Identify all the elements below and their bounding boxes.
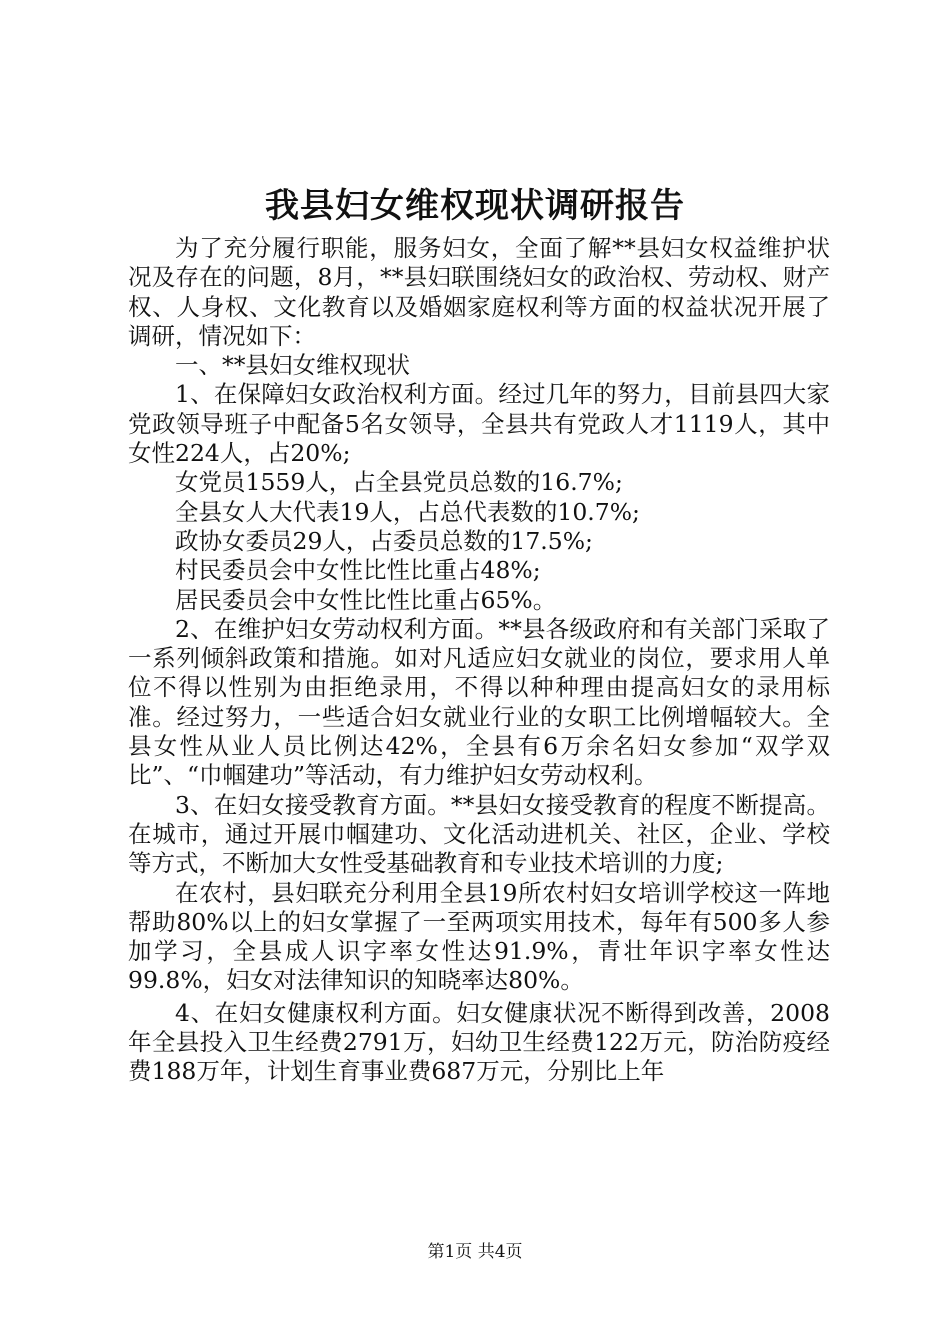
- stat-line-party-members: 女党员1559人，占全县党员总数的16.7%;: [175, 468, 623, 497]
- paragraph-rural-education: 在农村，县妇联充分利用全县19所农村妇女培训学校这一阵地帮助80%以上的妇女掌握了一至两项实用技术，每年有500多人参加学习，全县成人识字率女性达91.9%，青壮年识字率女性达99.8%，妇女对法律知识的知晓率达80%。: [128, 878, 830, 995]
- document-body: [128, 234, 830, 1087]
- stat-line-cppcc-members: 政协女委员29人，占委员总数的17.5%;: [175, 526, 593, 555]
- paragraph-political-rights: 1、在保障妇女政治权利方面。经过几年的努力，目前县四大家党政领导班子中配备5名女领导，全县共有党政人才1119人，其中女性224人，占20%;: [128, 380, 830, 468]
- stat-line-village-committee: 村民委员会中女性比性比重占48%;: [175, 556, 541, 585]
- stat-line-npc-deputies: 全县女人大代表19人，占总代表数的10.7%;: [175, 497, 640, 526]
- document-title: 我县妇女维权现状调研报告: [265, 186, 685, 226]
- paragraph-education: 3、在妇女接受教育方面。**县妇女接受教育的程度不断提高。在城市，通过开展巾帼建功、文化活动进机关、社区，企业、学校等方式，不断加大女性受基础教育和专业技术培训的力度;: [128, 790, 830, 878]
- paragraph-health-rights: 4、在妇女健康权利方面。妇女健康状况不断得到改善，2008年全县投入卫生经费2791万，妇幼卫生经费122万元，防治防疫经费188万年，计划生育事业费687万元，分别比上年: [128, 998, 830, 1086]
- stat-line-resident-committee: 居民委员会中女性比性比重占65%。: [175, 585, 557, 614]
- page-footer: 第1页 共4页: [427, 1242, 523, 1262]
- paragraph-labor-rights: 2、在维护妇女劳动权利方面。**县各级政府和有关部门采取了一系列倾斜政策和措施。如对凡适应妇女就业的岗位，要求用人单位不得以性别为由拒绝录用，不得以种种理由提高妇女的录用标准。经过努力，一些适合妇女就业行业的女职工比例增幅较大。全县女性从业人员比例达42%，全县有6万余名妇女参加“双学双比”、“巾帼建功”等活动，有力维护妇女劳动权利。: [128, 614, 830, 790]
- section-heading: 一、**县妇女维权现状: [175, 351, 410, 380]
- paragraph-intro: 为了充分履行职能，服务妇女，全面了解**县妇女权益维护状况及存在的问题，8月，**县妇联围绕妇女的政治权、劳动权、财产权、人身权、文化教育以及婚姻家庭权利等方面的权益状况开展了调研，情况如下：: [128, 234, 830, 350]
